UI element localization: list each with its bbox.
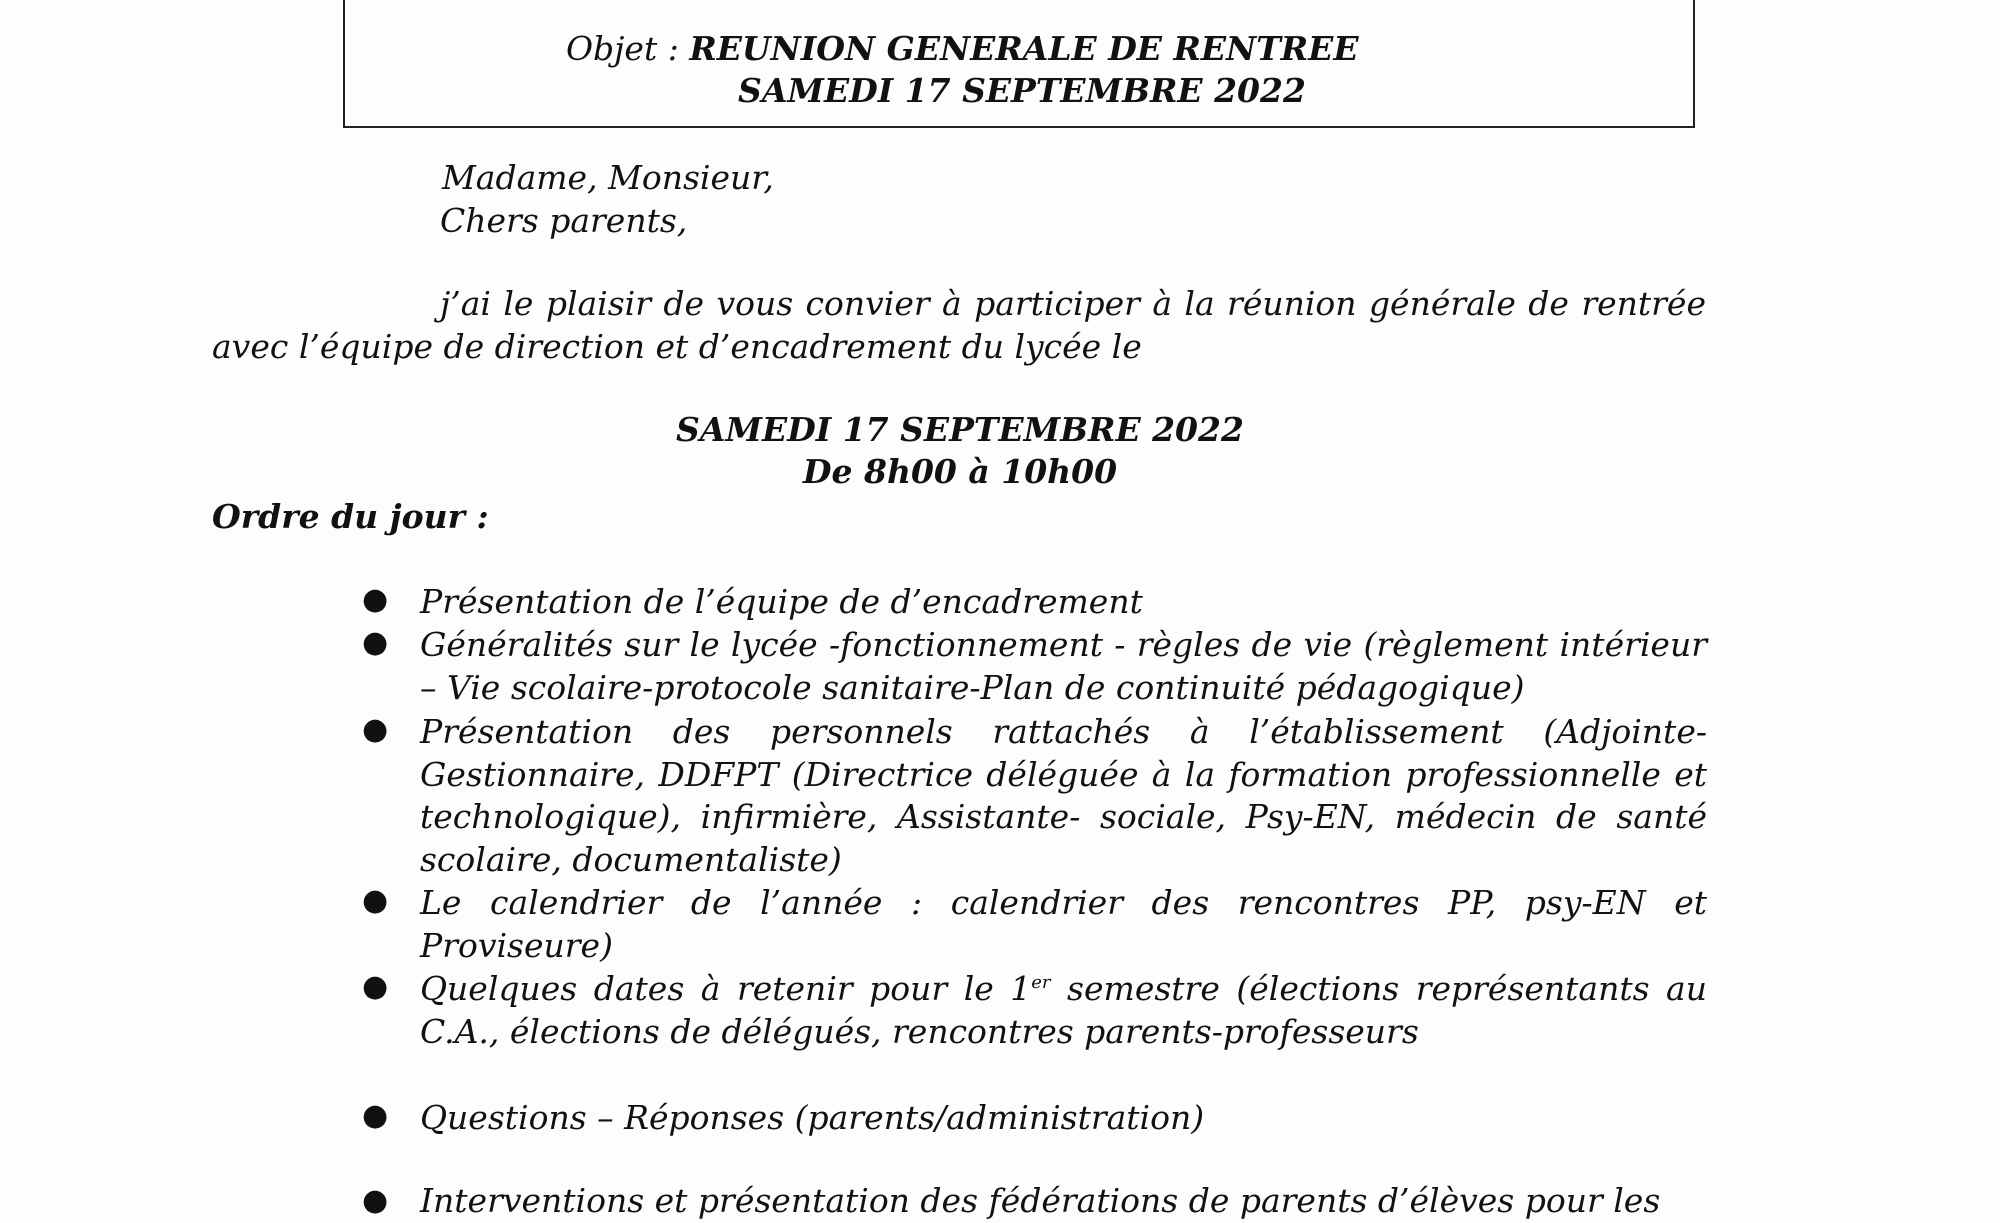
bullet-icon: ● — [362, 1098, 389, 1133]
list-item: Quelques dates à retenir pour le 1er semestre (élections représentants au C.A., élections de délégués, rencontres parents-professeurs — [420, 969, 1707, 1051]
event-date: SAMEDI 17 SEPTEMBRE 2022 — [676, 410, 1244, 449]
subject-label: Objet : — [566, 29, 679, 68]
salutation-1: Madame, Monsieur, — [442, 158, 774, 197]
subject-line-1 — [566, 28, 1358, 70]
subject-title: REUNION GENERALE DE RENTREE — [689, 29, 1359, 68]
bullet-icon: ● — [362, 969, 389, 1004]
agenda-title: Ordre du jour : — [212, 497, 489, 536]
list-item: Présentation de l’équipe de d’encadrement — [420, 582, 1143, 621]
list-item: Présentation des personnels rattachés à l’établissement (Adjointe-Gestionnaire, DDFPT (Directrice déléguée à la formation professionnelle et technologique), infirmière, Assistante- sociale, Psy-EN, médecin de santé scolaire, documentaliste) — [420, 712, 1707, 879]
bullet-icon: ● — [362, 1183, 389, 1218]
event-time: De 8h00 à 10h00 — [802, 452, 1118, 491]
subject-date: SAMEDI 17 SEPTEMBRE 2022 — [738, 71, 1306, 110]
bullet-icon: ● — [362, 625, 389, 660]
list-item: Le calendrier de l’année : calendrier des rencontres PP, psy-EN et Proviseure) — [420, 883, 1707, 965]
intro-line-1: j’ai le plaisir de vous convier à participer à la réunion générale de rentrée — [440, 284, 1706, 323]
bullet-icon: ● — [362, 712, 389, 747]
bullet-icon: ● — [362, 883, 389, 918]
salutation-2: Chers parents, — [440, 201, 688, 240]
list-item: Questions – Réponses (parents/administration) — [420, 1098, 1205, 1137]
list-item: Interventions et présentation des fédérations de parents d’élèves pour les — [420, 1181, 1661, 1220]
bullet-icon: ● — [362, 582, 389, 617]
intro-line-2: avec l’équipe de direction et d’encadrement du lycée le — [212, 327, 1142, 366]
list-item: Généralités sur le lycée -fonctionnement - règles de vie (règlement intérieur – Vie scolaire-protocole sanitaire-Plan de continuité pédagogique) — [420, 625, 1707, 707]
